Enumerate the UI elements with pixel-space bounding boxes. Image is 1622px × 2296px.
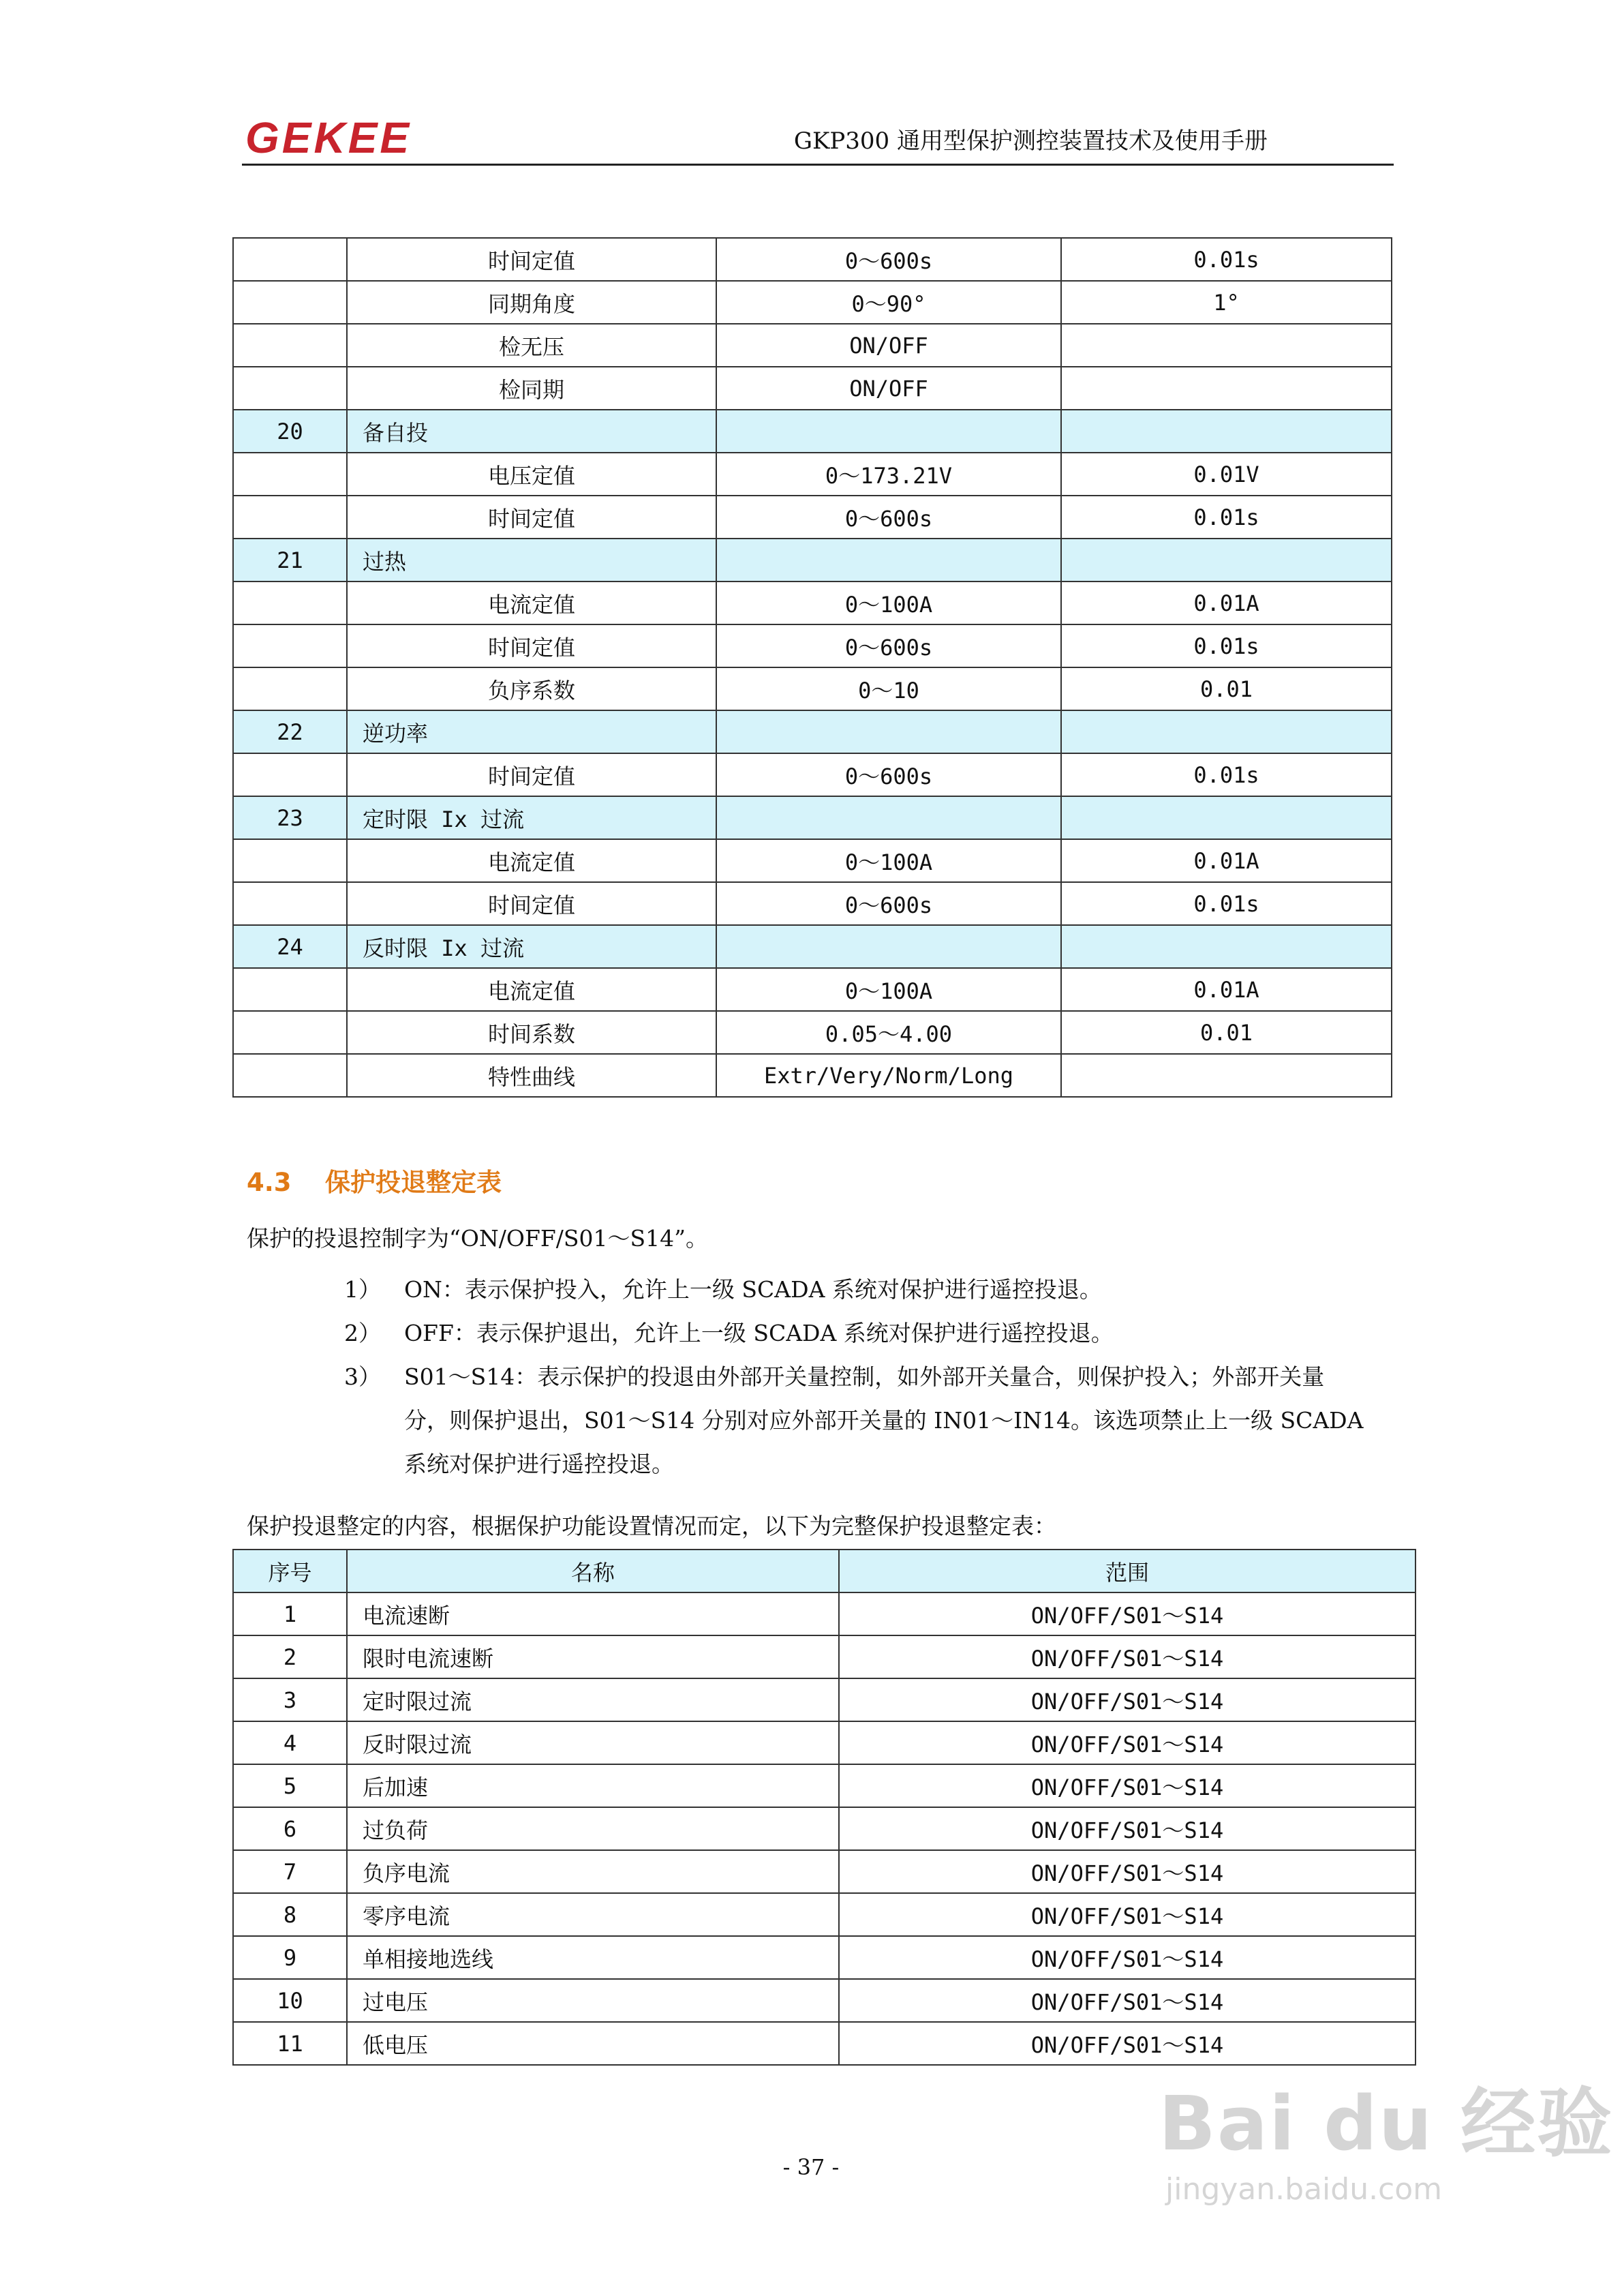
table-row: [233, 1054, 1392, 1097]
cell-range: ON/OFF/S01～S14: [839, 1979, 1416, 2022]
cell-name: 电流定值: [347, 968, 716, 1011]
cell-name: 零序电流: [347, 1893, 839, 1936]
cell-range: 0～600s: [716, 753, 1061, 796]
cell-name: 过热: [347, 539, 716, 581]
company-logo: GEKEE: [245, 113, 412, 162]
cell-range: [716, 410, 1061, 453]
list-text: [404, 1355, 1399, 1486]
cell-no: 9: [233, 1936, 347, 1979]
table-row: [233, 968, 1392, 1011]
cell-name: 逆功率: [347, 710, 716, 753]
cell-no: 6: [233, 1807, 347, 1850]
cell-range: ON/OFF/S01～S14: [839, 1764, 1416, 1807]
group-row: [233, 539, 1392, 581]
cell-range: [716, 539, 1061, 581]
watermark-url: jingyan.baidu.com: [1165, 2172, 1443, 2207]
table-row: [233, 1850, 1416, 1893]
cell-name: 电流定值: [347, 839, 716, 882]
cell-name: 过电压: [347, 1979, 839, 2022]
cell-step: 0.01: [1061, 667, 1392, 710]
cell-range: 0～600s: [716, 882, 1061, 925]
cell-no: 3: [233, 1678, 347, 1721]
cell-range: 0～90°: [716, 281, 1061, 324]
cell-range: [716, 710, 1061, 753]
cell-step: [1061, 410, 1392, 453]
list-text: OFF：表示保护退出，允许上一级 SCADA 系统对保护进行遥控投退。: [404, 1320, 1114, 1346]
parameter-table: [232, 237, 1392, 1098]
intro-paragraph: 保护的投退控制字为“ON/OFF/S01～S14”。: [247, 1225, 708, 1252]
cell-range: ON/OFF: [716, 324, 1061, 367]
cell-range: [716, 925, 1061, 968]
cell-range: 0.05～4.00: [716, 1011, 1061, 1054]
cell-name: 电流定值: [347, 581, 716, 624]
cell-range: ON/OFF/S01～S14: [839, 1592, 1416, 1635]
table-row: [233, 882, 1392, 925]
watermark-logo: Bai du 经验: [1159, 2080, 1614, 2167]
section-heading: [247, 1170, 502, 1195]
cell-no: [233, 1011, 347, 1054]
table-row: [233, 2022, 1416, 2065]
cell-no: [233, 453, 347, 496]
cell-name: 同期角度: [347, 281, 716, 324]
cell-no: [233, 238, 347, 281]
table-row: [233, 1764, 1416, 1807]
cell-no: 22: [233, 710, 347, 753]
cell-range: 0～100A: [716, 581, 1061, 624]
cell-no: [233, 839, 347, 882]
cell-range: ON/OFF/S01～S14: [839, 1721, 1416, 1764]
table-row: [233, 1979, 1416, 2022]
cell-range: ON/OFF: [716, 367, 1061, 410]
cell-name: 电流速断: [347, 1592, 839, 1635]
table-row: [233, 1635, 1416, 1678]
cell-no: [233, 324, 347, 367]
cell-step: 0.01: [1061, 1011, 1392, 1054]
cell-no: [233, 753, 347, 796]
table-row: [233, 1936, 1416, 1979]
cell-no: [233, 968, 347, 1011]
cell-step: [1061, 539, 1392, 581]
cell-step: 0.01s: [1061, 753, 1392, 796]
group-row: [233, 710, 1392, 753]
cell-step: [1061, 796, 1392, 839]
page-number: - 37 -: [782, 2154, 840, 2180]
cell-range: 0～600s: [716, 624, 1061, 667]
table-row: [233, 453, 1392, 496]
table-intro: 保护投退整定的内容，根据保护功能设置情况而定，以下为完整保护投退整定表：: [247, 1513, 1056, 1539]
table-row: [233, 238, 1392, 281]
cell-no: 23: [233, 796, 347, 839]
cell-no: [233, 496, 347, 539]
cell-range: 0～100A: [716, 968, 1061, 1011]
header-no: 序号: [233, 1550, 347, 1592]
cell-name: 特性曲线: [347, 1054, 716, 1097]
cell-name: 负序系数: [347, 667, 716, 710]
table-row: [233, 281, 1392, 324]
cell-name: 时间定值: [347, 496, 716, 539]
group-row: [233, 410, 1392, 453]
cell-name: 电压定值: [347, 453, 716, 496]
list-number: 1）: [344, 1276, 381, 1303]
cell-no: 11: [233, 2022, 347, 2065]
cell-no: 2: [233, 1635, 347, 1678]
cell-range: ON/OFF/S01～S14: [839, 1635, 1416, 1678]
cell-no: [233, 624, 347, 667]
header-name: 名称: [347, 1550, 839, 1592]
protection-toggle-table: [232, 1549, 1416, 2066]
table-row: [233, 753, 1392, 796]
list-text: ON：表示保护投入，允许上一级 SCADA 系统对保护进行遥控投退。: [404, 1276, 1102, 1303]
cell-step: [1061, 324, 1392, 367]
cell-name: 备自投: [347, 410, 716, 453]
cell-range: ON/OFF/S01～S14: [839, 1850, 1416, 1893]
cell-no: 1: [233, 1592, 347, 1635]
cell-range: 0～173.21V: [716, 453, 1061, 496]
table-row: [233, 1678, 1416, 1721]
cell-name: 时间定值: [347, 624, 716, 667]
cell-name: 单相接地选线: [347, 1936, 839, 1979]
list-number: 2）: [344, 1320, 381, 1346]
cell-range: ON/OFF/S01～S14: [839, 1893, 1416, 1936]
table-row: [233, 1721, 1416, 1764]
cell-no: 20: [233, 410, 347, 453]
cell-range: 0～10: [716, 667, 1061, 710]
cell-step: [1061, 1054, 1392, 1097]
cell-name: 时间系数: [347, 1011, 716, 1054]
cell-name: 反时限过流: [347, 1721, 839, 1764]
cell-name: 定时限 Ix 过流: [347, 796, 716, 839]
cell-range: ON/OFF/S01～S14: [839, 2022, 1416, 2065]
cell-no: [233, 281, 347, 324]
cell-step: 0.01s: [1061, 624, 1392, 667]
cell-name: 检无压: [347, 324, 716, 367]
section-title: 保护投退整定表: [325, 1168, 502, 1197]
cell-name: 定时限过流: [347, 1678, 839, 1721]
cell-name: 时间定值: [347, 238, 716, 281]
list-text-line: 分，则保护退出，S01～S14 分别对应外部开关量的 IN01～IN14。该选项禁止上一级 SCADA: [404, 1407, 1364, 1434]
cell-step: 0.01A: [1061, 839, 1392, 882]
cell-no: 24: [233, 925, 347, 968]
cell-no: 21: [233, 539, 347, 581]
cell-name: 限时电流速断: [347, 1635, 839, 1678]
table-row: [233, 367, 1392, 410]
group-row: [233, 796, 1392, 839]
cell-range: 0～100A: [716, 839, 1061, 882]
cell-no: [233, 882, 347, 925]
cell-step: 0.01A: [1061, 968, 1392, 1011]
cell-no: [233, 367, 347, 410]
section-number: 4.3: [247, 1168, 292, 1197]
cell-range: Extr/Very/Norm/Long: [716, 1054, 1061, 1097]
document-title: GKP300 通用型保护测控装置技术及使用手册: [793, 127, 1268, 155]
table-row: [233, 839, 1392, 882]
cell-name: 低电压: [347, 2022, 839, 2065]
cell-name: 后加速: [347, 1764, 839, 1807]
header-range: 范围: [839, 1550, 1416, 1592]
table-row: [233, 1011, 1392, 1054]
cell-range: 0～600s: [716, 496, 1061, 539]
cell-step: 0.01s: [1061, 496, 1392, 539]
cell-no: 5: [233, 1764, 347, 1807]
table-row: [233, 324, 1392, 367]
cell-step: 0.01A: [1061, 581, 1392, 624]
cell-step: 0.01s: [1061, 238, 1392, 281]
cell-name: 时间定值: [347, 753, 716, 796]
table-header-row: [233, 1550, 1416, 1592]
cell-step: 0.01s: [1061, 882, 1392, 925]
cell-no: [233, 1054, 347, 1097]
cell-no: 10: [233, 1979, 347, 2022]
list-number: 3）: [344, 1363, 381, 1390]
cell-no: 7: [233, 1850, 347, 1893]
cell-name: 检同期: [347, 367, 716, 410]
list-text-line: S01～S14：表示保护的投退由外部开关量控制，如外部开关量合，则保护投入；外部开关量: [404, 1363, 1325, 1390]
cell-range: ON/OFF/S01～S14: [839, 1678, 1416, 1721]
cell-no: 4: [233, 1721, 347, 1764]
cell-step: 1°: [1061, 281, 1392, 324]
cell-range: [716, 796, 1061, 839]
table-row: [233, 496, 1392, 539]
header-divider: [242, 164, 1394, 166]
table-row: [233, 1807, 1416, 1850]
cell-name: 过负荷: [347, 1807, 839, 1850]
cell-step: [1061, 710, 1392, 753]
table-row: [233, 581, 1392, 624]
cell-range: 0～600s: [716, 238, 1061, 281]
table-row: [233, 624, 1392, 667]
group-row: [233, 925, 1392, 968]
cell-name: 时间定值: [347, 882, 716, 925]
table-row: [233, 1592, 1416, 1635]
cell-name: 反时限 Ix 过流: [347, 925, 716, 968]
table-row: [233, 1893, 1416, 1936]
cell-step: [1061, 925, 1392, 968]
list-text-line: 系统对保护进行遥控投退。: [404, 1451, 674, 1477]
cell-no: [233, 667, 347, 710]
cell-no: 8: [233, 1893, 347, 1936]
cell-step: [1061, 367, 1392, 410]
cell-no: [233, 581, 347, 624]
table-row: [233, 667, 1392, 710]
cell-range: ON/OFF/S01～S14: [839, 1936, 1416, 1979]
cell-step: 0.01V: [1061, 453, 1392, 496]
cell-range: ON/OFF/S01～S14: [839, 1807, 1416, 1850]
cell-name: 负序电流: [347, 1850, 839, 1893]
watermark: [1159, 2080, 1614, 2207]
